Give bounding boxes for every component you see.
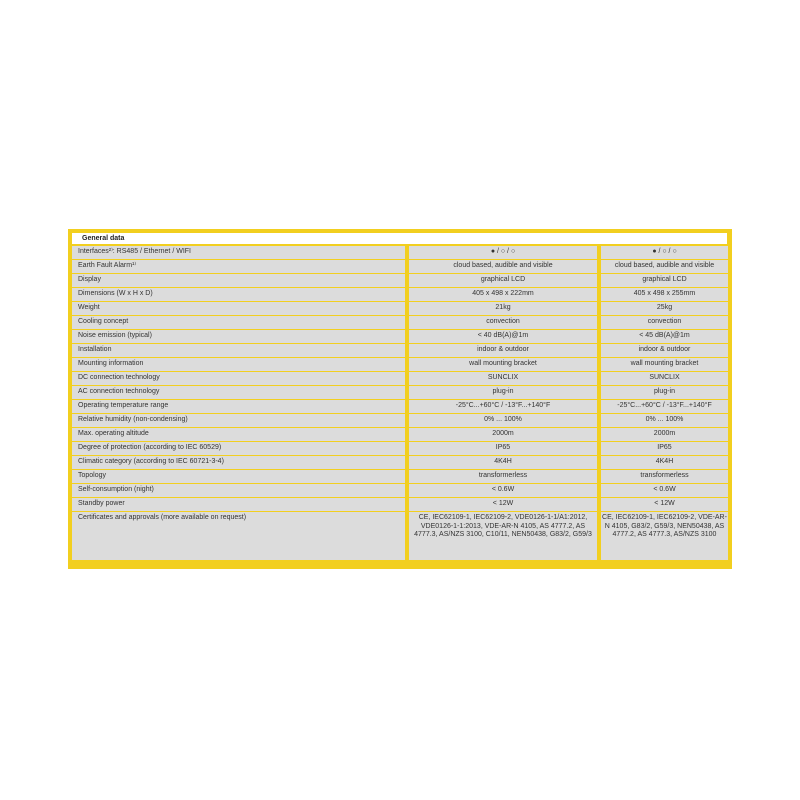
value-model-2: < 45 dB(A)@1m [601,330,728,344]
general-data-table [68,229,732,569]
row-label: Degree of protection (according to IEC 60529) [72,442,405,456]
value-model-1: < 0.6W [409,484,597,498]
value-model-2: wall mounting bracket [601,358,728,372]
value-model-2: plug-in [601,386,728,400]
table-row [72,498,728,512]
table-row [72,442,728,456]
value-model-2: SUNCLIX [601,372,728,386]
table-row [72,512,728,560]
value-model-2: transformerless [601,470,728,484]
table-row [72,484,728,498]
table-row [72,330,728,344]
value-model-2: indoor & outdoor [601,344,728,358]
value-model-1: plug-in [409,386,597,400]
row-label: Operating temperature range [72,400,405,414]
row-label: Installation [72,344,405,358]
table-row [72,386,728,400]
table-row [72,344,728,358]
row-label: Display [72,274,405,288]
value-model-2: graphical LCD [601,274,728,288]
value-model-2: 0% ... 100% [601,414,728,428]
value-model-1: graphical LCD [409,274,597,288]
value-model-2: 4K4H [601,456,728,470]
value-model-2: IP65 [601,442,728,456]
value-model-1: 4K4H [409,456,597,470]
value-model-1: IP65 [409,442,597,456]
value-model-2: -25°C...+60°C / -13°F...+140°F [601,400,728,414]
value-model-1: 405 x 498 x 222mm [409,288,597,302]
table-row [72,302,728,316]
row-label: Standby power [72,498,405,512]
value-model-1: < 40 dB(A)@1m [409,330,597,344]
value-model-2: CE, IEC62109-1, IEC62109-2, VDE-AR-N 4105, G83/2, G59/3, NEN50438, AS 4777.2, AS 4777.3, AS/NZS 3100 [601,512,728,560]
table-row [72,274,728,288]
value-model-2: ● / ○ / ○ [601,246,728,260]
value-model-1: ● / ○ / ○ [409,246,597,260]
table-row [72,288,728,302]
table-row [72,260,728,274]
table-row [72,246,728,260]
value-model-2: < 0.6W [601,484,728,498]
value-model-1: indoor & outdoor [409,344,597,358]
value-model-1: transformerless [409,470,597,484]
value-model-1: 2000m [409,428,597,442]
value-model-1: -25°C...+60°C / -13°F...+140°F [409,400,597,414]
value-model-2: < 12W [601,498,728,512]
row-label: DC connection technology [72,372,405,386]
value-model-2: 2000m [601,428,728,442]
row-label: Self-consumption (night) [72,484,405,498]
table-row [72,400,728,414]
value-model-2: 25kg [601,302,728,316]
value-model-2: cloud based, audible and visible [601,260,728,274]
table-row [72,372,728,386]
value-model-2: 405 x 498 x 255mm [601,288,728,302]
row-label: Relative humidity (non-condensing) [72,414,405,428]
table-title: General data [72,233,727,244]
value-model-1: wall mounting bracket [409,358,597,372]
row-label: Certificates and approvals (more available on request) [72,512,405,560]
value-model-2: convection [601,316,728,330]
row-label: Interfaces²⁾: RS485 / Ethernet / WIFI [72,246,405,260]
row-label: Earth Fault Alarm¹⁾ [72,260,405,274]
table-row [72,428,728,442]
table-row [72,470,728,484]
row-label: Mounting information [72,358,405,372]
value-model-1: 21kg [409,302,597,316]
value-model-1: convection [409,316,597,330]
row-label: Noise emission (typical) [72,330,405,344]
row-label: Cooling concept [72,316,405,330]
row-label: Climatic category (according to IEC 60721-3-4) [72,456,405,470]
table-body [72,246,728,560]
row-label: Dimensions (W x H x D) [72,288,405,302]
value-model-1: 0% ... 100% [409,414,597,428]
value-model-1: SUNCLIX [409,372,597,386]
value-model-1: cloud based, audible and visible [409,260,597,274]
row-label: Weight [72,302,405,316]
table-row [72,316,728,330]
row-label: AC connection technology [72,386,405,400]
value-model-1: CE, IEC62109-1, IEC62109-2, VDE0126-1-1/A1:2012, VDE0126-1-1:2013, VDE-AR-N 4105, AS 4777.2, AS 4777.3, AS/NZS 3100, C10/11, NEN50438, G83/2, G59/3 [409,512,597,560]
row-label: Max. operating altitude [72,428,405,442]
table-row [72,358,728,372]
row-label: Topology [72,470,405,484]
value-model-1: < 12W [409,498,597,512]
table-row [72,456,728,470]
table-row [72,414,728,428]
